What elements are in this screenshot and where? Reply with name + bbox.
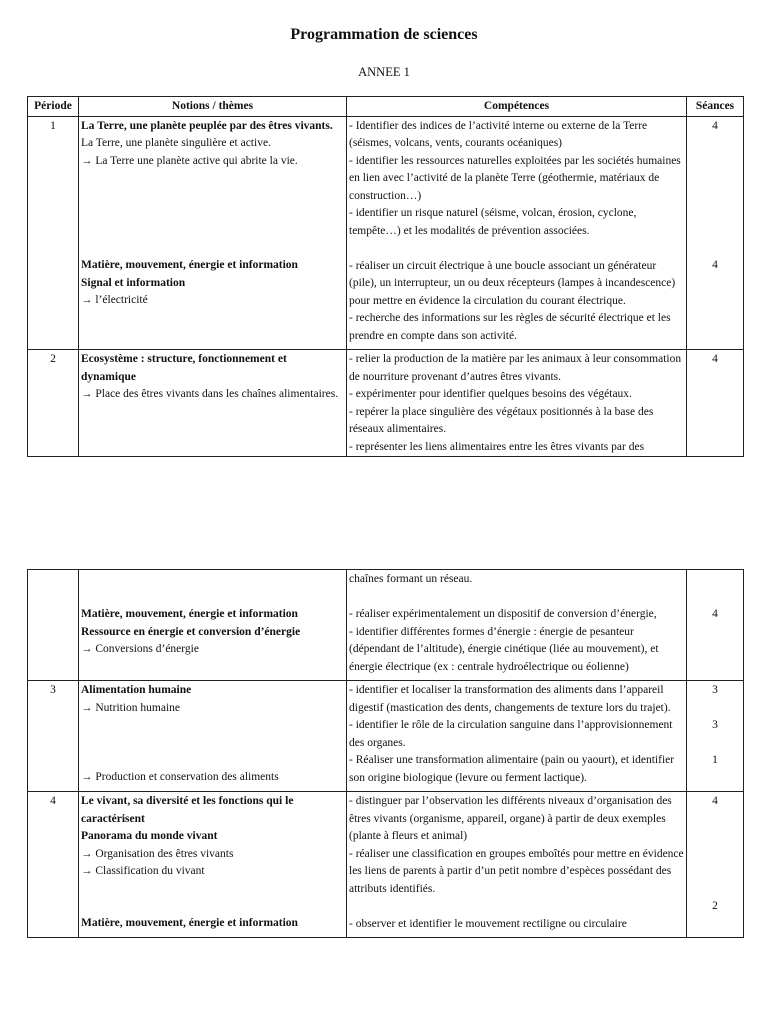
competence-item: - représenter les liens alimentaires entre les êtres vivants par des [349, 440, 645, 453]
competences-cell [347, 116, 687, 350]
table-row-periode-4 [28, 792, 744, 938]
periode-cell: 2 [28, 350, 79, 457]
notion-line: → Organisation des êtres vivants [81, 847, 234, 860]
seances-value: 2 [712, 899, 718, 912]
table-row-continuation [28, 570, 744, 681]
competence-item: - réaliser une classification en groupes emboîtés pour mettre en évidence les liens de parents à partir d’un petit nombre d’espèces possédant des attributs identifiés. [349, 847, 684, 895]
header-notions: Notions / thèmes [79, 97, 347, 117]
seances-value: 4 [712, 119, 718, 132]
notion-line: → La Terre une planète active qui abrite la vie. [81, 154, 298, 167]
notion-heading: Matière, mouvement, énergie et information [81, 608, 298, 620]
seances-value: 4 [712, 795, 718, 807]
competence-item: - recherche des informations sur les règles de sécurité électrique et les prendre en compte dans son activité. [349, 312, 671, 342]
notion-heading: La Terre, une planète peuplée par des êtres vivants. [81, 119, 333, 132]
seances-value: 1 [712, 754, 718, 766]
competence-item: - Identifier des indices de l’activité interne ou externe de la Terre (séismes, volcans, vents, courants océaniques) [349, 119, 648, 149]
periode-cell [28, 570, 79, 681]
competence-item: - réaliser un circuit électrique à une boucle associant un générateur (pile), un interrupteur, un ou deux récepteurs (lampes à incandescence) pour mettre en évidence la circulation du courant électrique. [349, 259, 676, 307]
competence-item: chaînes formant un réseau. [349, 573, 473, 585]
seances-value: 4 [712, 353, 718, 365]
notion-heading: Signal et information [81, 276, 186, 289]
notion-line: La Terre, une planète singulière et active. [81, 137, 271, 149]
seances-value: 4 [712, 259, 718, 271]
competence-item: - relier la production de la matière par les animaux à leur consommation de nourriture provenant d’autres êtres vivants. [349, 353, 682, 383]
notion-line: → Classification du vivant [81, 865, 205, 877]
periode-cell: 4 [28, 792, 79, 938]
header-competences: Compétences [347, 97, 687, 117]
competences-cell [347, 350, 687, 457]
seances-cell [687, 350, 744, 457]
notions-cell [79, 681, 347, 792]
competence-item: - identifier et localiser la transformation des aliments dans l’appareil digestif (mastication des dents, changements de texture lors du trajet). [349, 684, 671, 714]
programme-table-part-2 [27, 569, 744, 938]
competence-item: - identifier un risque naturel (séisme, volcan, érosion, cyclone, tempête…) et les modalités de prévention associées. [349, 207, 637, 237]
notion-line: → Conversions d’énergie [81, 643, 199, 655]
seances-cell [687, 792, 744, 938]
notion-heading: Matière, mouvement, énergie et information [81, 916, 298, 929]
competence-item: - observer et identifier le mouvement rectiligne ou circulaire [349, 917, 627, 930]
notion-line: → Production et conservation des aliments [81, 771, 279, 783]
competence-item: - réaliser expérimentalement un dispositif de conversion d’énergie, [349, 608, 657, 620]
competences-cell [347, 792, 687, 938]
notion-heading: Le vivant, sa diversité et les fonctions qui le caractérisent [81, 795, 294, 825]
notion-line: → Place des êtres vivants dans les chaînes alimentaires. [81, 388, 339, 400]
competence-item: - identifier le rôle de la circulation sanguine dans l’approvisionnement des organes. [349, 719, 673, 749]
header-periode: Période [28, 97, 79, 117]
programme-table-part-1 [27, 96, 744, 457]
competences-cell [347, 570, 687, 681]
table-row-periode-2 [28, 350, 744, 457]
seances-value: 3 [712, 719, 718, 731]
competence-item: - distinguer par l’observation les différents niveaux d’organisation des êtres vivants (organisme, appareil, organe) à partir de deux exemples (plante à fleurs et animal) [349, 795, 672, 842]
table-row-periode-1 [28, 116, 744, 350]
table-row-periode-3 [28, 681, 744, 792]
competence-item: - expérimenter pour identifier quelques besoins des végétaux. [349, 388, 632, 400]
notions-cell [79, 350, 347, 457]
notion-heading: Alimentation humaine [81, 684, 192, 696]
notion-heading: Ecosystème : structure, fonctionnement et dynamique [81, 353, 287, 383]
notion-line: → l’électricité [81, 294, 148, 306]
competence-item: - repérer la place singulière des végétaux positionnés à la base des réseaux alimentaires. [349, 405, 654, 435]
seances-cell [687, 570, 744, 681]
competence-item: - identifier différentes formes d’énergie : énergie de pesanteur (dépendant de l’altitude), énergie cinétique (liée au mouvement), et énergie électrique (ex : centrale hydroélectrique ou éolienne) [349, 625, 659, 673]
document-title: Programmation de sciences [290, 26, 478, 43]
seances-value: 3 [712, 684, 718, 696]
notion-line: → Nutrition humaine [81, 701, 181, 714]
notions-cell [79, 570, 347, 681]
notion-heading: Matière, mouvement, énergie et information [81, 259, 298, 271]
seances-cell [687, 681, 744, 792]
notion-heading: Panorama du monde vivant [81, 830, 218, 842]
header-seances: Séances [687, 97, 744, 117]
periode-cell: 3 [28, 681, 79, 792]
periode-cell: 1 [28, 116, 79, 350]
competences-cell [347, 681, 687, 792]
notion-heading: Ressource en énergie et conversion d’énergie [81, 625, 301, 638]
document-subtitle: ANNEE 1 [358, 65, 410, 79]
competence-item: - Réaliser une transformation alimentaire (pain ou yaourt), et identifier son origine biologique (levure ou ferment lactique). [349, 754, 675, 784]
notions-cell [79, 792, 347, 938]
seances-cell [687, 116, 744, 350]
competence-item: - identifier les ressources naturelles exploitées par les sociétés humaines en lien avec l’activité de la planète Terre (géothermie, matériaux de construction…) [349, 154, 681, 202]
notions-cell [79, 116, 347, 350]
seances-value: 4 [712, 608, 718, 620]
table-header-row [28, 97, 744, 117]
